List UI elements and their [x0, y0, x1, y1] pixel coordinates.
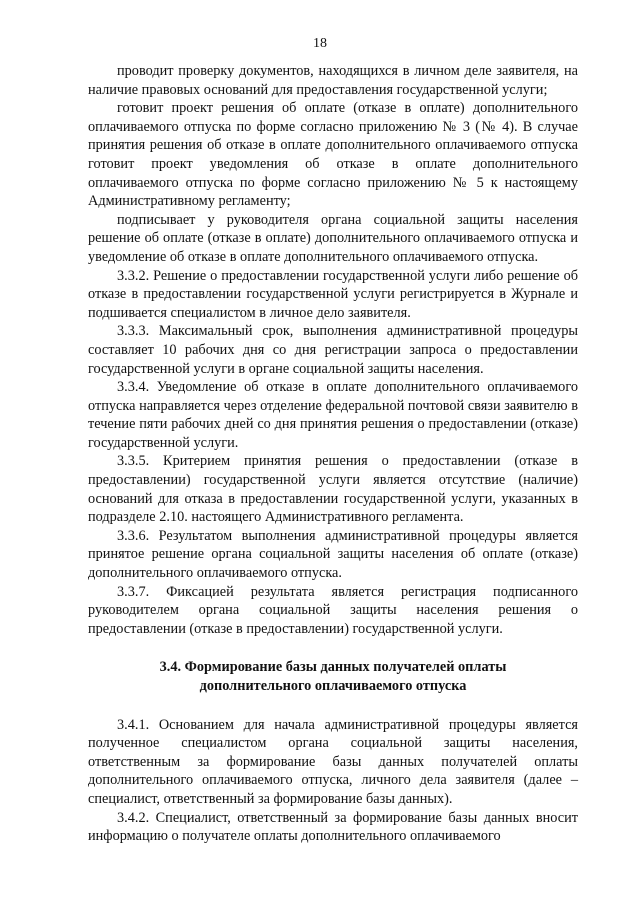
paragraph: готовит проект решения об оплате (отказе в оплате) дополнительного оплачиваемого отпуска по форме согласно приложению № 3 (№ 4). В случае принятия решения об отказе в оплате дополнительного оплачиваемого отпуска готовит проект уведомления об отказе в оплате дополнительного оплачиваемого отпуска по форме согласно приложению № 5 к настоящему Административному регламенту;	[88, 100, 578, 210]
paragraph: подписывает у руководителя органа социальной защиты населения решение об оплате (отказе в оплате) дополнительного оплачиваемого отпуска и уведомление об отказе в оплате дополнительного оплачиваемого отпуска.	[88, 211, 578, 265]
paragraph: 3.3.2. Решение о предоставлении государственной услуги либо решение об отказе в предоставлении государственной услуги регистрируется в Журнале и подшивается специалистом в личное дело заявителя.	[88, 267, 578, 321]
section-heading-line1: 3.4. Формирование базы данных получателей оплаты	[159, 659, 507, 676]
paragraph: 3.3.6. Результатом выполнения административной процедуры является принятое решение органа социальной защиты населения об оплате (отказе) дополнительного оплачиваемого отпуска.	[88, 527, 578, 582]
page-number: 18	[313, 36, 327, 51]
paragraph: 3.3.7. Фиксацией результата является регистрация подписанного руководителем органа социальной защиты населения решения о предоставлении (отказе в предоставлении) государственной услуги.	[88, 583, 578, 637]
paragraph: 3.4.2. Специалист, ответственный за формирование базы данных вносит информацию о получателе оплаты дополнительного оплачиваемого	[88, 809, 578, 845]
paragraph: 3.4.1. Основанием для начала административной процедуры является полученное специалистом органа социальной защиты населения, ответственным за формирование базы данных получателей оплаты дополнительного оплачиваемого отпуска, личного дела заявителя (далее – специалист, ответственный за формирование базы данных).	[88, 716, 578, 807]
document-body	[88, 62, 578, 846]
paragraph: 3.3.4. Уведомление об отказе в оплате дополнительного оплачиваемого отпуска направляется через отделение федеральной почтовой связи заявителю в течение пяти рабочих дней со дня принятия решения о предоставлении (отказе) государственной услуги.	[88, 379, 578, 451]
section-heading	[88, 658, 578, 695]
section-heading-line2: дополнительного оплачиваемого отпуска	[199, 678, 467, 694]
paragraph: проводит проверку документов, находящихся в личном деле заявителя, на наличие правовых оснований для предоставления государственной услуги;	[88, 63, 578, 98]
paragraph: 3.3.5. Критерием принятия решения о предоставлении (отказе в предоставлении) государственной услуги является отсутствие (наличие) оснований для отказа в предоставлении государственной услуги, указанных в подразделе 2.10. настоящего Административного регламента.	[88, 453, 578, 526]
paragraph: 3.3.3. Максимальный срок, выполнения административной процедуры составляет 10 рабочих дня со дня регистрации запроса о предоставлении государственной услуги в органе социальной защиты населения.	[88, 323, 578, 377]
